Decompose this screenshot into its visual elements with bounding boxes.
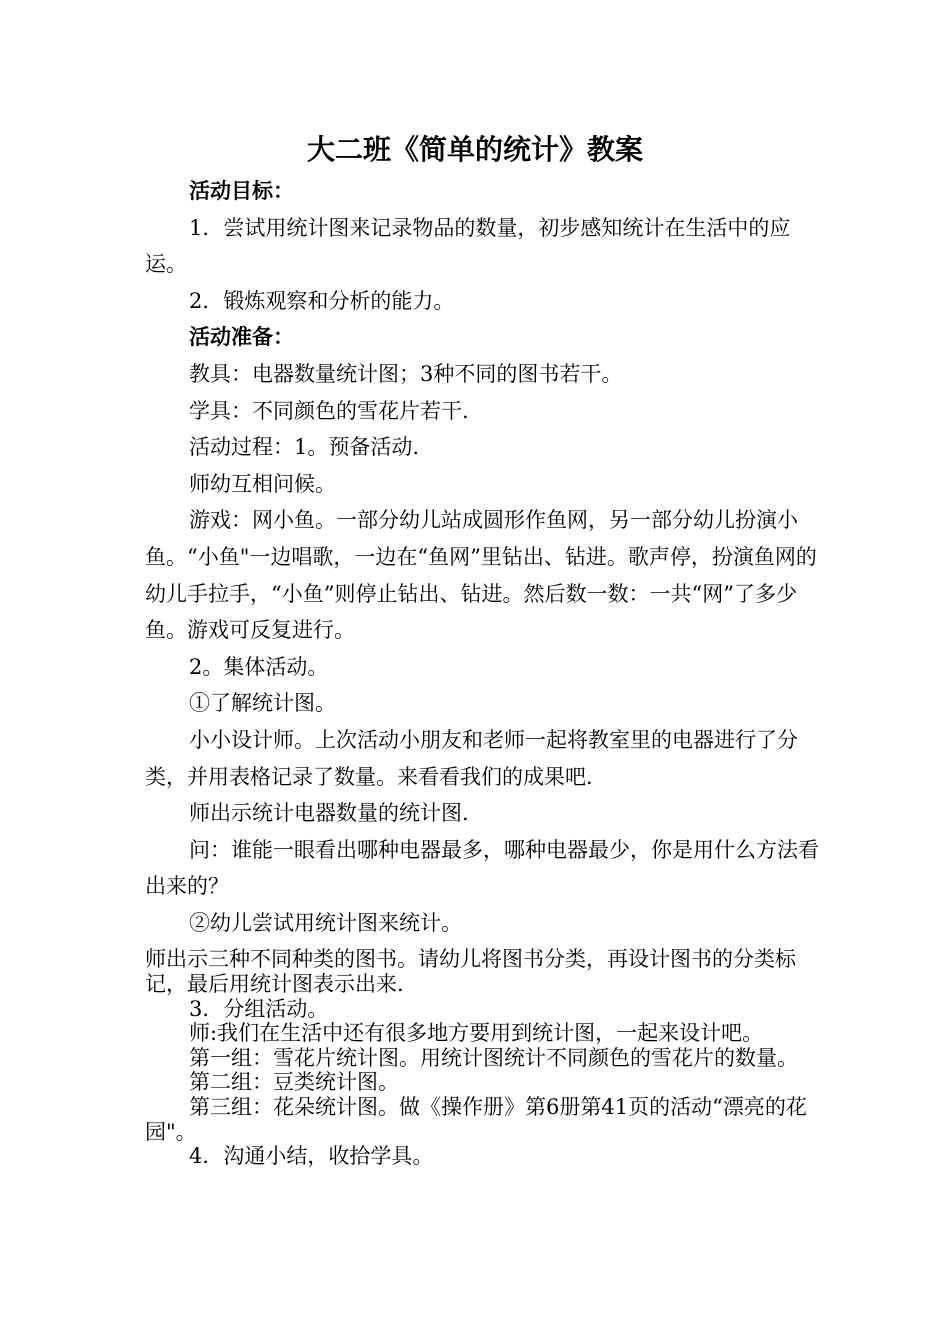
goal-item-2: 2．锻炼观察和分析的能力。	[189, 288, 455, 313]
show-chart-paragraph: 师出示统计电器数量的统计图.	[189, 801, 469, 826]
group-intro-paragraph: 师:我们在生活中还有很多地方要用到统计图，一起来设计吧。	[189, 1021, 764, 1046]
process-step-4: 4．沟通小结，收拾学具。	[189, 1144, 434, 1169]
learning-aids: 学具：不同颜色的雪花片若干.	[189, 398, 469, 423]
process-step-3: 3．分组活动。	[189, 996, 329, 1021]
books-paragraph: 师出示三种不同种类的图书。请幼儿将图书分类，再设计图书的分类标记，最后用统计图表示出来.	[145, 947, 796, 997]
sub-step-2: ②幼儿尝试用统计图来统计。	[189, 910, 462, 935]
group-1-paragraph: 第一组：雪花片统计图。用统计图统计不同颜色的雪花片的数量。	[189, 1045, 798, 1070]
designer-paragraph: 小小设计师。上次活动小朋友和老师一起将教室里的电器进行了分类，并用表格记录了数量。来看看我们的成果吧.	[145, 727, 798, 789]
goal-item-1: 1．尝试用统计图来记录物品的数量，初步感知统计在生活中的应运。	[145, 215, 791, 277]
process-step-1: 活动过程：1。预备活动.	[189, 435, 420, 460]
document-title: 大二班《简单的统计》教案	[306, 133, 643, 166]
teaching-aids: 教具：电器数量统计图；3种不同的图书若干。	[189, 361, 623, 386]
group-3-paragraph: 第三组：花朵统计图。做《操作册》第6册第41页的活动“漂亮的花园"。	[145, 1095, 807, 1144]
process-step-2: 2。集体活动。	[189, 654, 329, 679]
sub-step-1: ①了解统计图。	[189, 691, 336, 716]
section-heading-goals: 活动目标：	[189, 178, 294, 203]
group-2-paragraph: 第二组：豆类统计图。	[189, 1070, 399, 1095]
question-paragraph: 问：谁能一眼看出哪种电器最多，哪种电器最少，你是用什么方法看出来的？	[145, 837, 819, 899]
document-body	[145, 173, 825, 1169]
greeting-paragraph: 师幼互相问候。	[189, 471, 336, 496]
game-paragraph: 游戏：网小鱼。一部分幼儿站成圆形作鱼网，另一部分幼儿扮演小鱼。“小鱼"一边唱歌，一边在“鱼网”里钻出、钻进。歌声停，扮演鱼网的幼儿手拉手，“小鱼”则停止钻出、钻进。然后数一数：一共“网”了多少鱼。游戏可反复进行。	[145, 508, 817, 643]
section-heading-preparation: 活动准备：	[189, 324, 294, 350]
